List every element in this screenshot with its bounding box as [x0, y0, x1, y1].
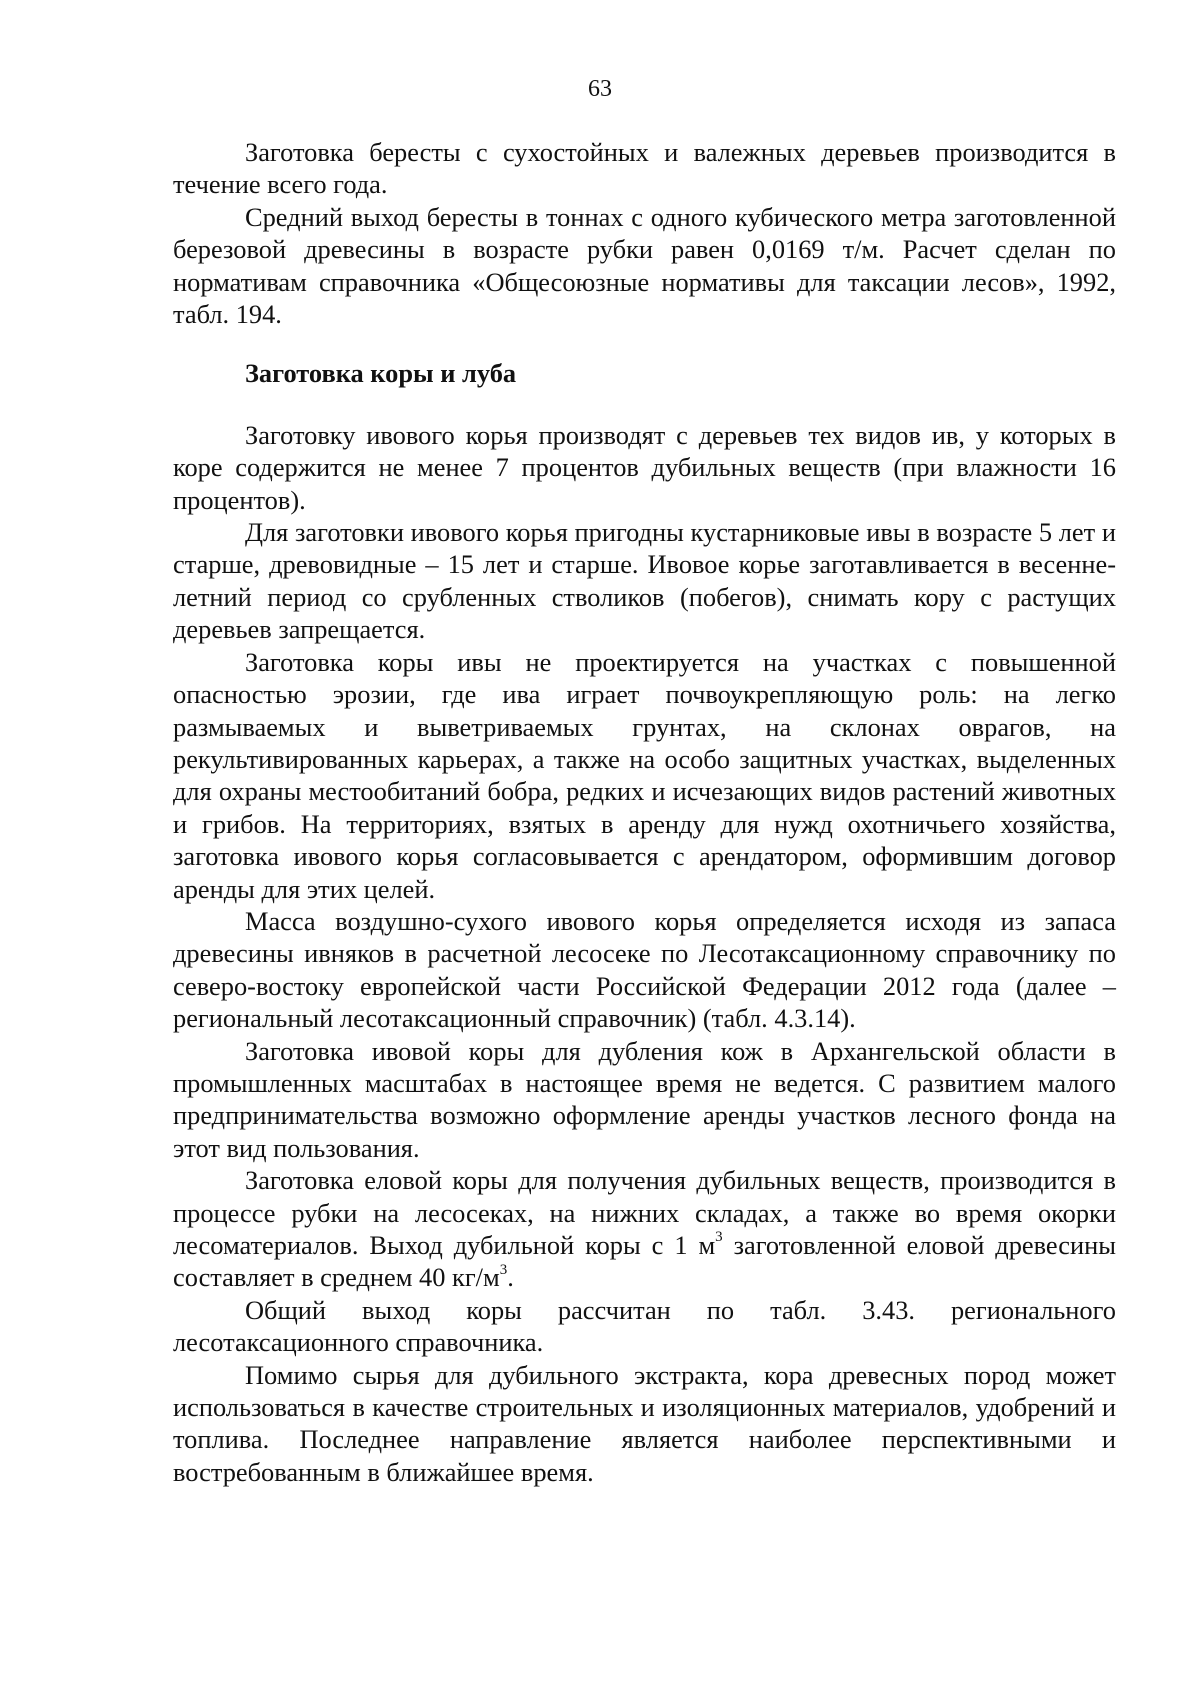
paragraph-willow-bark-industry: Заготовка ивовой коры для дубления кож в Архангельской области в промышленных масштабах в настоящее время не ведется. С развитием малого предпринимательства возможно оформление аренды участков лесного фонда на этот вид пользования.: [173, 1035, 1116, 1163]
spruce-text-part2: заготовленной еловой древесины составляет в среднем 40 кг/м: [173, 1230, 1116, 1293]
paragraph-willow-bark-restrictions: Заготовка коры ивы не проектируется на участках с повышенной опасностью эрозии, где ива играет почвоукрепляющую роль: на легко размываемых и выветриваемых грунтах, на склонах оврагов, на рекультивированных карьерах, а также на особо защитных участках, выделенных для охраны местообитаний бобра, редких и исчезающих видов растений животных и грибов. На территориях, взятых в аренду для нужд охотничьего хозяйства, заготовка ивового корья согласовывается с арендатором, оформившим договор аренды для этих целей.: [173, 646, 1116, 904]
document-body: [173, 136, 1116, 1488]
page-number: 63: [588, 76, 612, 102]
spruce-text-part1: Заготовка еловой коры для получения дубильных веществ, производится в процессе рубки на лесосеках, на нижних складах, а также во время окорки лесоматериалов. Выход дубильной коры с 1 м: [173, 1165, 1116, 1260]
paragraph-willow-bark-species: Заготовку ивового корья производят с деревьев тех видов ив, у которых в коре содержится не менее 7 процентов дубильных веществ (при влажности 16 процентов).: [173, 419, 1116, 515]
paragraph-bark-uses: Помимо сырья для дубильного экстракта, кора древесных пород может использоваться в качестве строительных и изоляционных материалов, удобрений и топлива. Последнее направление является наиболее перспективными и востребованным в ближайшее время.: [173, 1359, 1116, 1487]
paragraph-spruce-bark: [173, 1164, 1116, 1294]
spruce-text-part3: .: [507, 1262, 514, 1293]
superscript-cubic-2: 3: [499, 1261, 508, 1278]
paragraph-birch-bark-yield: Средний выход бересты в тоннах с одного кубического метра заготовленной березовой древесины в возрасте рубки равен 0,0169 т/м. Расчет сделан по нормативам справочника «Общесоюзные нормативы для таксации лесов», 1992, табл. 194.: [173, 201, 1116, 330]
section-heading: Заготовка коры и луба: [245, 358, 517, 389]
paragraph-willow-bark-age: Для заготовки ивового корья пригодны кустарниковые ивы в возрасте 5 лет и старше, древовидные – 15 лет и старше. Ивовое корье заготавливается в весенне-летний период со срубленных стволиков (побегов), снимать кору с растущих деревьев запрещается.: [173, 517, 1116, 645]
paragraph-total-bark-yield: Общий выход коры рассчитан по табл. 3.43. регионального лесотаксационного справочника.: [173, 1294, 1116, 1358]
superscript-cubic-1: 3: [715, 1229, 723, 1246]
paragraph-willow-bark-mass: Масса воздушно-сухого ивового корья определяется исходя из запаса древесины ивняков в расчетной лесосеке по Лесотаксационному справочнику по северо-востоку европейской части Российской Федерации 2012 года (далее – региональный лесотаксационный справочник) (табл. 4.3.14).: [173, 905, 1116, 1034]
paragraph-birch-bark-season: Заготовка бересты с сухостойных и валежных деревьев производится в течение всего года.: [173, 137, 1116, 200]
